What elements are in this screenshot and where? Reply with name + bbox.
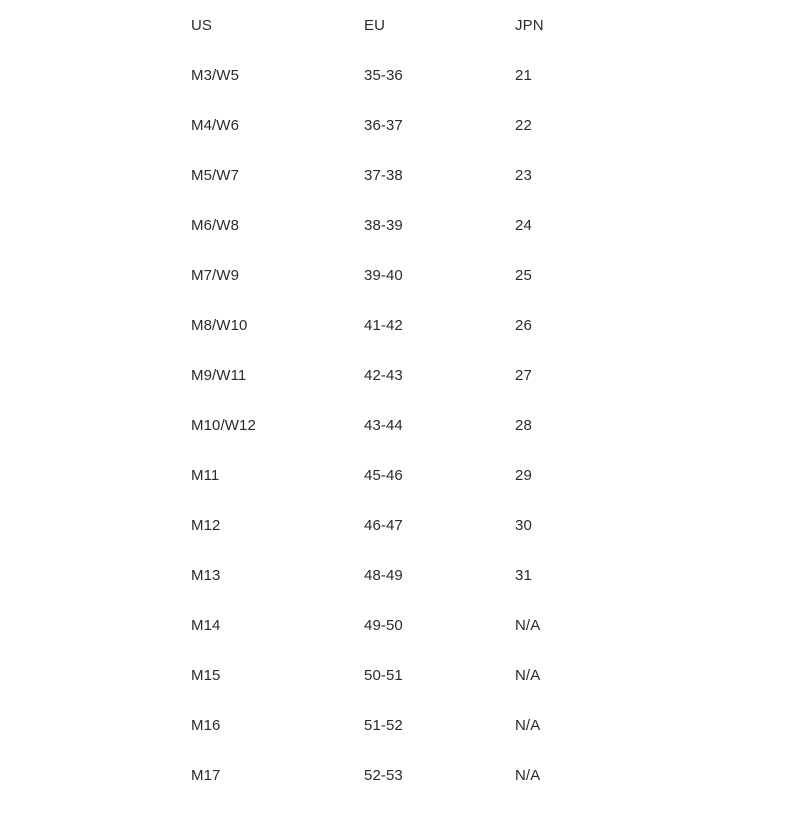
jpn-size-cell: 31 xyxy=(515,567,532,584)
us-size-cell: M16 xyxy=(191,717,221,734)
eu-size-cell: 45-46 xyxy=(364,467,403,484)
jpn-size-cell: N/A xyxy=(515,767,541,784)
jpn-size-cell: 28 xyxy=(515,417,532,434)
table-row xyxy=(0,517,800,567)
jpn-size-cell: 30 xyxy=(515,517,532,534)
table-row xyxy=(0,617,800,667)
us-size-cell: M3/W5 xyxy=(191,67,240,84)
table-header-row xyxy=(0,17,800,67)
us-size-cell: M14 xyxy=(191,617,221,634)
column-header-jpn: JPN xyxy=(515,17,544,34)
eu-size-cell: 46-47 xyxy=(364,517,403,534)
eu-size-cell: 50-51 xyxy=(364,667,403,684)
jpn-size-cell: 25 xyxy=(515,267,532,284)
table-row xyxy=(0,667,800,717)
jpn-size-cell: 26 xyxy=(515,317,532,334)
eu-size-cell: 36-37 xyxy=(364,117,403,134)
table-row xyxy=(0,567,800,617)
eu-size-cell: 49-50 xyxy=(364,617,403,634)
us-size-cell: M10/W12 xyxy=(191,417,256,434)
jpn-size-cell: 29 xyxy=(515,467,532,484)
jpn-size-cell: 27 xyxy=(515,367,532,384)
table-row xyxy=(0,217,800,267)
table-row xyxy=(0,467,800,517)
eu-size-cell: 41-42 xyxy=(364,317,403,334)
table-row xyxy=(0,167,800,217)
jpn-size-cell: N/A xyxy=(515,717,541,734)
eu-size-cell: 51-52 xyxy=(364,717,403,734)
us-size-cell: M13 xyxy=(191,567,221,584)
jpn-size-cell: N/A xyxy=(515,667,541,684)
table-row xyxy=(0,117,800,167)
column-header-us: US xyxy=(191,17,213,34)
eu-size-cell: 38-39 xyxy=(364,217,403,234)
jpn-size-cell: 22 xyxy=(515,117,532,134)
eu-size-cell: 42-43 xyxy=(364,367,403,384)
jpn-size-cell: 24 xyxy=(515,217,532,234)
eu-size-cell: 52-53 xyxy=(364,767,403,784)
table-row xyxy=(0,367,800,417)
jpn-size-cell: N/A xyxy=(515,617,541,634)
us-size-cell: M17 xyxy=(191,767,221,784)
us-size-cell: M9/W11 xyxy=(191,367,247,384)
us-size-cell: M5/W7 xyxy=(191,167,240,184)
eu-size-cell: 43-44 xyxy=(364,417,403,434)
eu-size-cell: 35-36 xyxy=(364,67,403,84)
column-header-eu: EU xyxy=(364,17,386,34)
table-row xyxy=(0,317,800,367)
eu-size-cell: 37-38 xyxy=(364,167,403,184)
eu-size-cell: 39-40 xyxy=(364,267,403,284)
jpn-size-cell: 21 xyxy=(515,67,532,84)
us-size-cell: M4/W6 xyxy=(191,117,240,134)
table-row xyxy=(0,267,800,317)
us-size-cell: M8/W10 xyxy=(191,317,248,334)
us-size-cell: M15 xyxy=(191,667,221,684)
us-size-cell: M11 xyxy=(191,467,220,484)
us-size-cell: M7/W9 xyxy=(191,267,240,284)
table-row xyxy=(0,717,800,767)
eu-size-cell: 48-49 xyxy=(364,567,403,584)
us-size-cell: M6/W8 xyxy=(191,217,240,234)
table-row xyxy=(0,67,800,117)
jpn-size-cell: 23 xyxy=(515,167,532,184)
us-size-cell: M12 xyxy=(191,517,221,534)
table-row xyxy=(0,767,800,817)
table-row xyxy=(0,417,800,467)
